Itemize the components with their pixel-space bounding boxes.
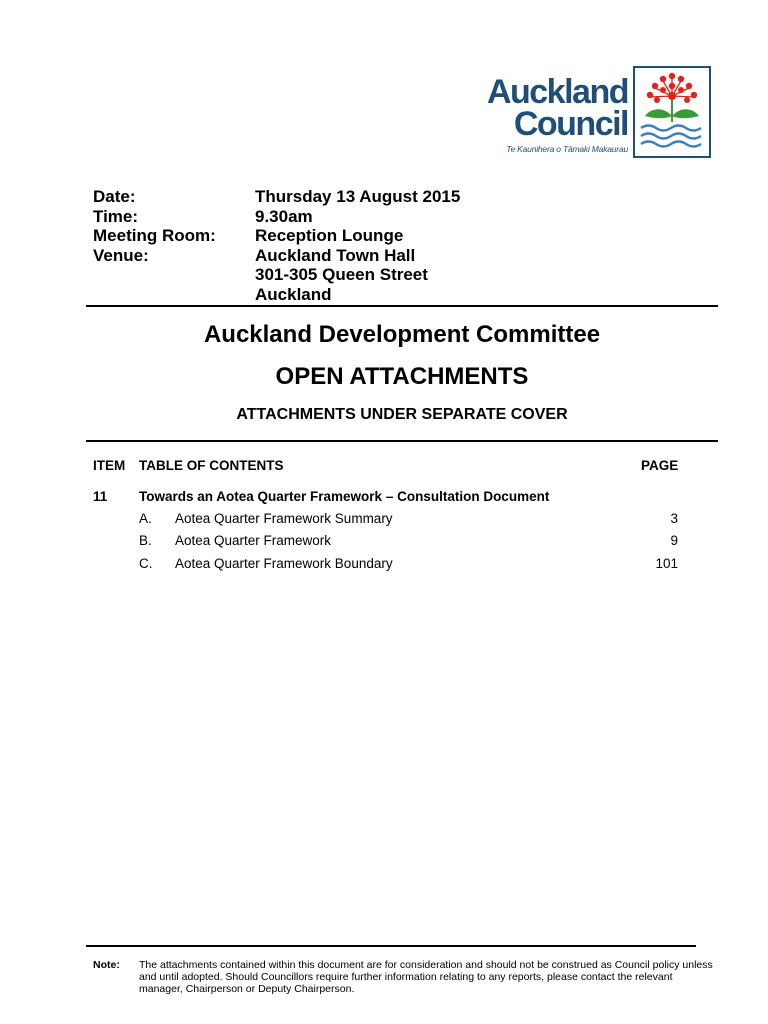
time-row <box>93 207 460 227</box>
venue-row-2 <box>93 265 460 285</box>
room-label: Meeting Room: <box>93 226 216 246</box>
room-value: Reception Lounge <box>255 226 404 246</box>
note-text: The attachments contained within this document are for consideration and should not be construed as Council policy unless and until adopted. Should Councillors require further information relating to any reports, please contact the relevant manager, Chairperson or Deputy Chairperson. <box>139 959 713 995</box>
divider-middle <box>86 440 718 442</box>
divider-footer <box>86 945 696 947</box>
attachment-letter: A. <box>139 511 152 526</box>
attachment-page: 3 <box>670 511 678 526</box>
date-label: Date: <box>93 187 136 206</box>
open-attachments-heading: OPEN ATTACHMENTS <box>275 363 529 390</box>
toc-header-item: ITEM <box>93 458 126 473</box>
toc-header-page: PAGE <box>641 458 679 473</box>
venue-line-1: Auckland Town Hall <box>255 245 416 265</box>
venue-line-3: Auckland <box>255 284 332 304</box>
venue-line-2: 301-305 Queen Street <box>255 265 428 285</box>
attachment-title: Aotea Quarter Framework <box>175 533 332 548</box>
attachment-letter: B. <box>139 533 152 548</box>
council-logo-text <box>466 73 628 154</box>
attachment-title: Aotea Quarter Framework Boundary <box>175 556 393 571</box>
logo-line-council: Council <box>513 105 628 143</box>
divider-top <box>86 305 718 307</box>
toc-attachment-row[interactable] <box>0 533 768 551</box>
time-label: Time: <box>93 206 139 226</box>
logo-tagline: Te Kaunihera o Tāmaki Makaurau <box>506 144 628 154</box>
time-value: 9.30am <box>255 206 313 226</box>
toc-item-number: 11 <box>93 489 108 504</box>
attachment-letter: C. <box>139 556 153 571</box>
toc-attachment-row[interactable] <box>0 511 768 529</box>
pohutukawa-emblem-icon <box>633 66 711 158</box>
toc-attachment-row[interactable] <box>0 556 768 574</box>
separate-cover-subheading: ATTACHMENTS UNDER SEPARATE COVER <box>236 406 568 423</box>
attachment-page: 101 <box>655 556 678 571</box>
venue-row <box>93 246 460 266</box>
attachment-page: 9 <box>670 533 678 548</box>
footer-note <box>93 960 713 995</box>
note-label: Note: <box>93 959 120 971</box>
date-row <box>93 187 460 207</box>
attachment-title: Aotea Quarter Framework Summary <box>175 511 393 526</box>
venue-label: Venue: <box>93 245 149 265</box>
room-row <box>93 226 460 246</box>
toc-item-title[interactable]: Towards an Aotea Quarter Framework – Consultation Document <box>139 489 550 504</box>
logo-line-auckland: Auckland <box>486 73 628 111</box>
meeting-details <box>93 187 460 305</box>
committee-title: Auckland Development Committee <box>203 321 601 348</box>
date-value: Thursday 13 August 2015 <box>255 187 461 206</box>
toc-header-contents: TABLE OF CONTENTS <box>139 458 284 473</box>
venue-row-3 <box>93 285 460 305</box>
